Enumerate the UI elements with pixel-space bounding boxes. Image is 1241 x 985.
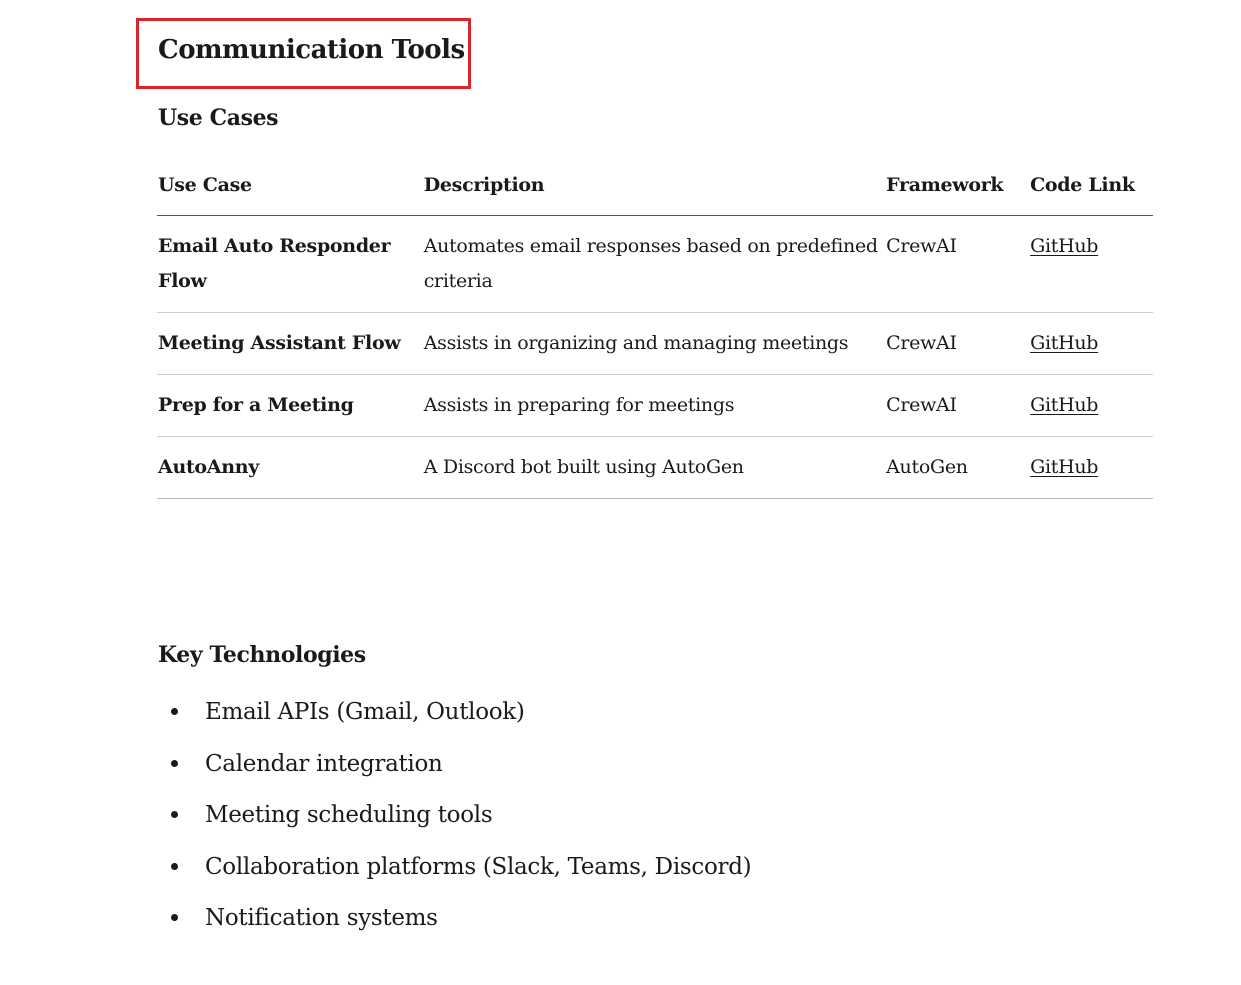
- list-item: [157, 849, 751, 901]
- list-item-text: Meeting scheduling tools: [205, 802, 493, 829]
- use-cases-table: [157, 162, 1153, 499]
- column-header-code-link: Code Link: [1030, 174, 1135, 196]
- column-header-framework: Framework: [886, 174, 1004, 196]
- code-link-cell: [1030, 375, 1153, 437]
- code-link-cell: [1030, 437, 1153, 499]
- table-row: [157, 375, 1153, 437]
- use-case-name: Prep for a Meeting: [158, 394, 354, 416]
- table-row: [157, 313, 1153, 375]
- code-link-cell: [1030, 313, 1153, 375]
- use-case-name: AutoAnny: [158, 456, 260, 478]
- list-item-text: Notification systems: [205, 905, 438, 932]
- list-item-text: Collaboration platforms (Slack, Teams, Discord): [205, 853, 752, 880]
- use-case-description: A Discord bot built using AutoGen: [423, 456, 744, 478]
- bullet-icon: [171, 708, 178, 715]
- list-item: [157, 797, 751, 849]
- bullet-icon: [171, 863, 178, 870]
- list-item-text: Calendar integration: [205, 750, 443, 777]
- bullet-icon: [171, 914, 178, 921]
- github-link[interactable]: GitHub: [1030, 332, 1099, 354]
- column-header-description: Description: [423, 174, 545, 196]
- key-technologies-list: [157, 694, 751, 952]
- use-cases-heading: Use Cases: [158, 105, 279, 131]
- column-header-use-case: Use Case: [158, 174, 252, 196]
- use-case-name: Email Auto Responder Flow: [158, 235, 391, 292]
- use-case-framework: CrewAI: [886, 394, 957, 416]
- use-case-framework: CrewAI: [886, 235, 957, 257]
- list-item-text: Email APIs (Gmail, Outlook): [205, 699, 525, 725]
- list-item: [157, 746, 751, 798]
- use-case-framework: AutoGen: [886, 456, 968, 478]
- section-title: Communication Tools: [158, 35, 465, 65]
- use-case-framework: CrewAI: [886, 332, 957, 354]
- bullet-icon: [171, 760, 178, 767]
- list-item: [157, 900, 751, 952]
- use-case-description: Automates email responses based on predefined criteria: [423, 235, 878, 292]
- use-case-description: Assists in organizing and managing meetings: [423, 332, 849, 354]
- key-technologies-heading: Key Technologies: [158, 642, 366, 668]
- github-link[interactable]: GitHub: [1030, 456, 1099, 478]
- table-row: [157, 216, 1153, 313]
- github-link[interactable]: GitHub: [1030, 235, 1099, 257]
- github-link[interactable]: GitHub: [1030, 394, 1099, 416]
- use-case-name: Meeting Assistant Flow: [158, 332, 401, 354]
- code-link-cell: [1030, 216, 1153, 313]
- bullet-icon: [171, 811, 178, 818]
- list-item: [157, 694, 751, 746]
- table-row: [157, 437, 1153, 499]
- table-header-row: [157, 162, 1153, 216]
- use-case-description: Assists in preparing for meetings: [423, 394, 735, 416]
